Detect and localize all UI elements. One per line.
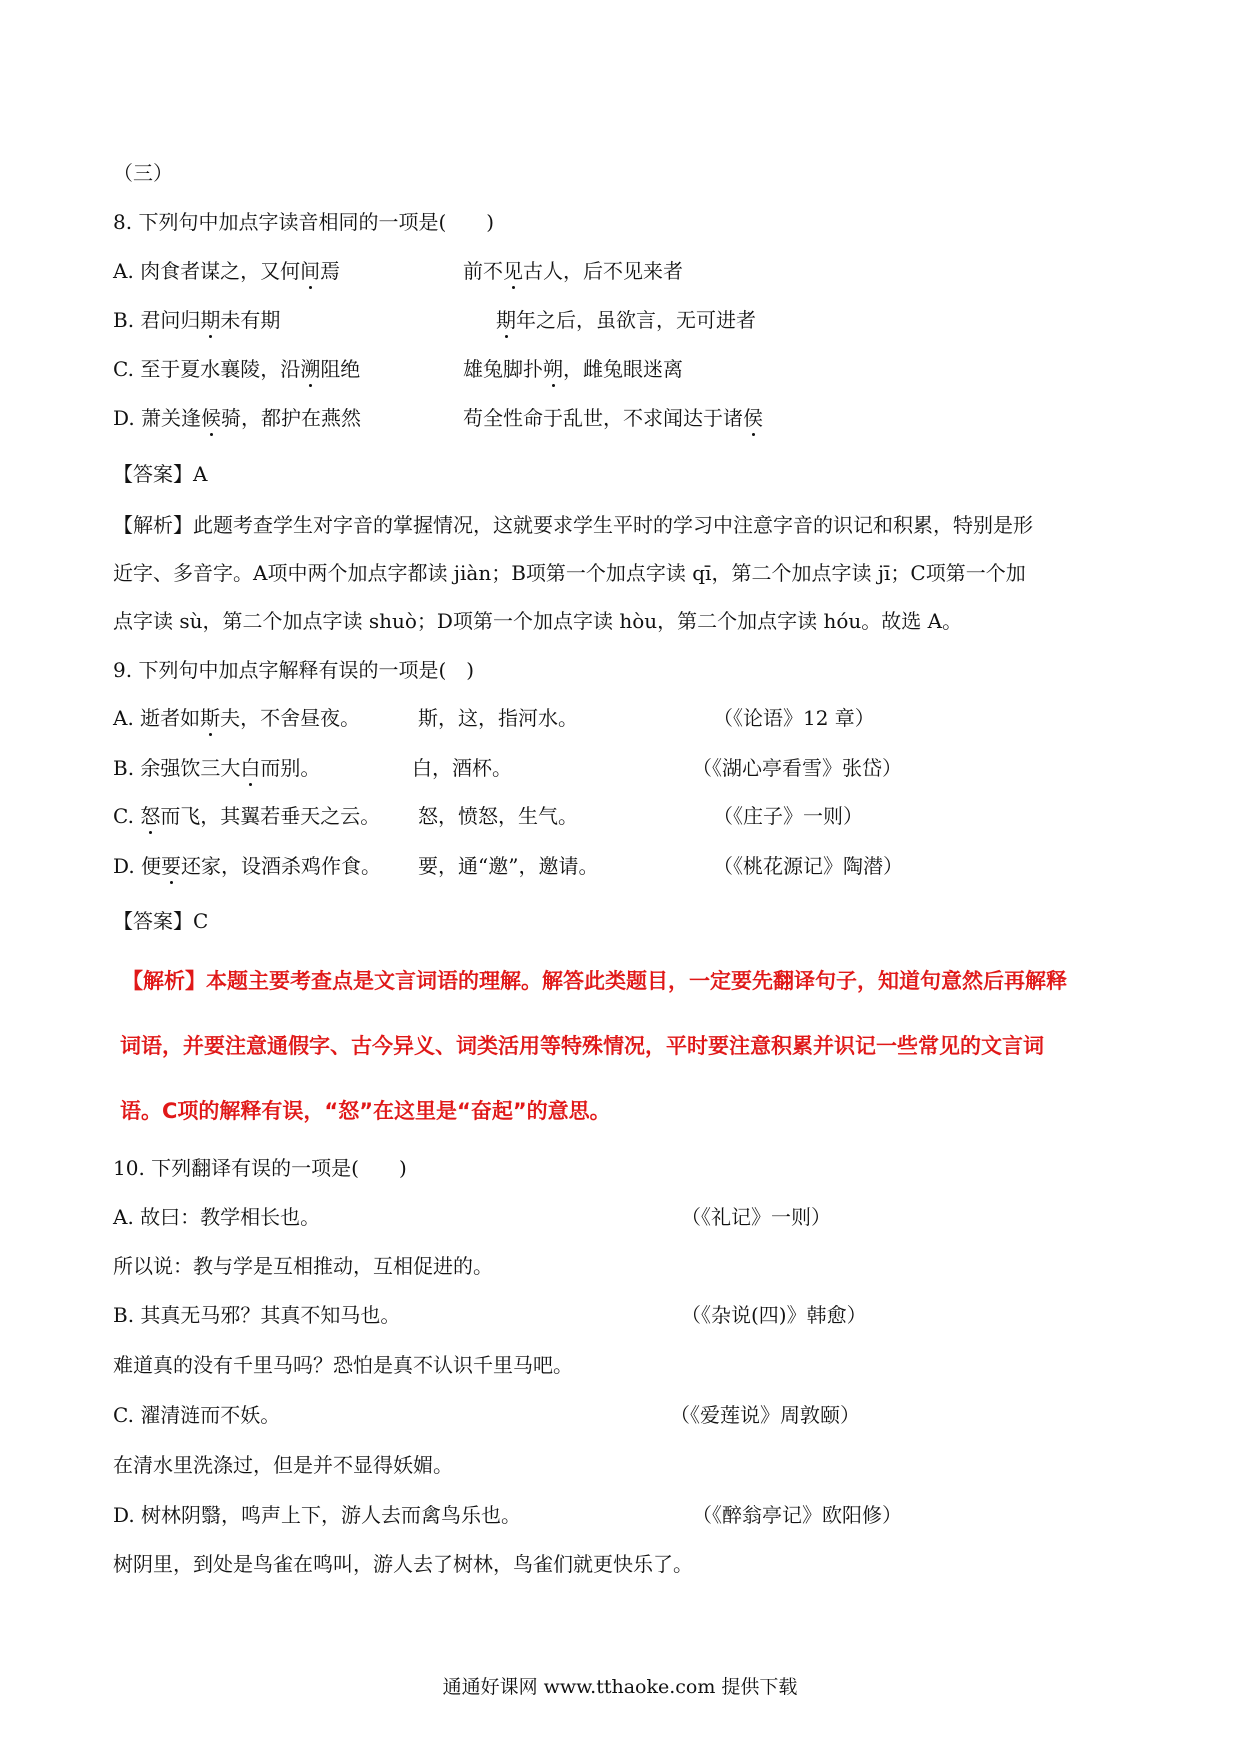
option-left-text: 萧关逢 bbox=[141, 406, 202, 430]
q9-analysis-line: 语。C项的解释有误，“怒”在这里是“奋起”的意思。 bbox=[120, 1099, 611, 1123]
option-text: 故曰：教学相长也。 bbox=[140, 1205, 321, 1229]
option-label: D. bbox=[113, 1503, 135, 1527]
dotted-char: 间 bbox=[300, 256, 320, 286]
option-label: A. bbox=[113, 706, 134, 730]
option-text: 逝者如 bbox=[140, 706, 201, 730]
option-left-text: 阻绝 bbox=[320, 357, 361, 381]
option-left-text: 君问归 bbox=[140, 308, 201, 332]
option-source: （《桃花源记》陶潜） bbox=[713, 854, 903, 878]
q8-stem: 8. 下列句中加点字读音相同的一项是( ) bbox=[113, 210, 495, 234]
option-right-text: 苟全性命于乱世，不求闻达于诸 bbox=[463, 406, 743, 430]
option-text: 而飞，其翼若垂天之云。 bbox=[160, 804, 381, 828]
option-text: 树林阴翳，鸣声上下，游人去而禽鸟乐也。 bbox=[141, 1503, 522, 1527]
q10-stem: 10. 下列翻译有误的一项是( ) bbox=[113, 1156, 407, 1180]
option-text: 还家，设酒杀鸡作食。 bbox=[181, 854, 382, 878]
option-right-text: ，雌兔眼迷离 bbox=[563, 357, 683, 381]
option-label: D. bbox=[113, 854, 135, 878]
q8-analysis-line: 点字读 sù，第二个加点字读 shuò；D项第一个加点字读 hòu，第二个加点字读 hóu。故选 A。 bbox=[113, 609, 963, 633]
q9-answer: 【答案】C bbox=[113, 909, 209, 933]
dotted-char: 斯 bbox=[200, 703, 220, 733]
dotted-char: 期 bbox=[200, 305, 220, 335]
option-label: C. bbox=[113, 804, 134, 828]
option-translation: 难道真的没有千里马吗？恐怕是真不认识千里马吧。 bbox=[113, 1353, 573, 1377]
option-translation: 树阴里，到处是鸟雀在鸣叫，游人去了树林，鸟雀们就更快乐了。 bbox=[113, 1552, 693, 1576]
option-text: 便 bbox=[141, 854, 162, 878]
option-label: A. bbox=[113, 259, 134, 283]
q9-stem: 9. 下列句中加点字解释有误的一项是( ) bbox=[113, 658, 475, 682]
option-translation: 在清水里洗涤过，但是并不显得妖媚。 bbox=[113, 1453, 453, 1477]
dotted-char: 期 bbox=[496, 305, 516, 335]
option-right-text: 前不 bbox=[463, 259, 503, 283]
option-source: （《杂说(四)》韩愈） bbox=[681, 1303, 867, 1327]
option-left-text: 肉食者谋之，又何 bbox=[140, 259, 301, 283]
option-gloss: 白，酒杯。 bbox=[412, 756, 512, 780]
option-translation: 所以说：教与学是互相推动，互相促进的。 bbox=[113, 1254, 493, 1278]
option-source: （《醉翁亭记》欧阳修） bbox=[692, 1503, 902, 1527]
option-right-text: 雄兔脚扑 bbox=[463, 357, 543, 381]
option-right-text: 古人，后不见来者 bbox=[523, 259, 683, 283]
option-left-text: 焉 bbox=[320, 259, 341, 283]
option-text: 夫，不舍昼夜。 bbox=[220, 706, 361, 730]
section-heading: （三） bbox=[113, 161, 173, 185]
dotted-char: 溯 bbox=[300, 354, 320, 384]
option-gloss: 要，通“邀”，邀请。 bbox=[418, 854, 599, 878]
dotted-char: 要 bbox=[161, 851, 181, 881]
q8-analysis-line: 【解析】此题考查学生对字音的掌握情况，这就要求学生平时的学习中注意字音的识记和积累，特别是形 bbox=[113, 513, 1033, 537]
option-left-text: 骑，都护在燕然 bbox=[221, 406, 362, 430]
dotted-char: 见 bbox=[503, 256, 523, 286]
q8-answer: 【答案】A bbox=[113, 462, 208, 486]
option-source: （《论语》12 章） bbox=[713, 706, 875, 730]
dotted-char: 候 bbox=[201, 403, 221, 433]
option-right-text: 年之后，虽欲言，无可进者 bbox=[516, 308, 756, 332]
option-source: （《爱莲说》周敦颐） bbox=[670, 1403, 860, 1427]
option-gloss: 斯，这，指河水。 bbox=[418, 706, 578, 730]
option-left-text: 至于夏水襄陵，沿 bbox=[140, 357, 301, 381]
option-label: D. bbox=[113, 406, 135, 430]
option-text: 余强饮三大 bbox=[140, 756, 241, 780]
option-text: 其真无马邪？其真不知马也。 bbox=[140, 1303, 401, 1327]
option-gloss: 怒，愤怒，生气。 bbox=[418, 804, 578, 828]
dotted-char: 怒 bbox=[140, 801, 160, 831]
dotted-char: 白 bbox=[240, 753, 260, 783]
dotted-char: 朔 bbox=[543, 354, 563, 384]
q9-analysis-line: 词语，并要注意通假字、古今异义、词类活用等特殊情况，平时要注意积累并识记一些常见的文言词 bbox=[120, 1034, 1044, 1058]
option-label: C. bbox=[113, 1403, 134, 1427]
dotted-char: 侯 bbox=[743, 403, 763, 433]
option-text: 而别。 bbox=[260, 756, 321, 780]
option-label: B. bbox=[113, 756, 135, 780]
option-label: B. bbox=[113, 308, 135, 332]
option-label: A. bbox=[113, 1205, 134, 1229]
option-label: B. bbox=[113, 1303, 135, 1327]
option-label: C. bbox=[113, 357, 134, 381]
option-text: 濯清涟而不妖。 bbox=[140, 1403, 281, 1427]
q9-analysis-line: 【解析】本题主要考查点是文言词语的理解。解答此类题目，一定要先翻译句子，知道句意然后再解释 bbox=[122, 969, 1067, 993]
page-footer: 通通好课网 www.tthaoke.com 提供下载 bbox=[442, 1676, 798, 1698]
option-source: （《庄子》一则） bbox=[713, 804, 863, 828]
option-source: （《礼记》一则） bbox=[681, 1205, 831, 1229]
q8-analysis-line: 近字、多音字。A项中两个加点字都读 jiàn；B项第一个加点字读 qī，第二个加点字读 jī；C项第一个加 bbox=[113, 561, 1026, 585]
option-left-text: 未有期 bbox=[220, 308, 281, 332]
option-source: （《湖心亭看雪》张岱） bbox=[692, 756, 902, 780]
